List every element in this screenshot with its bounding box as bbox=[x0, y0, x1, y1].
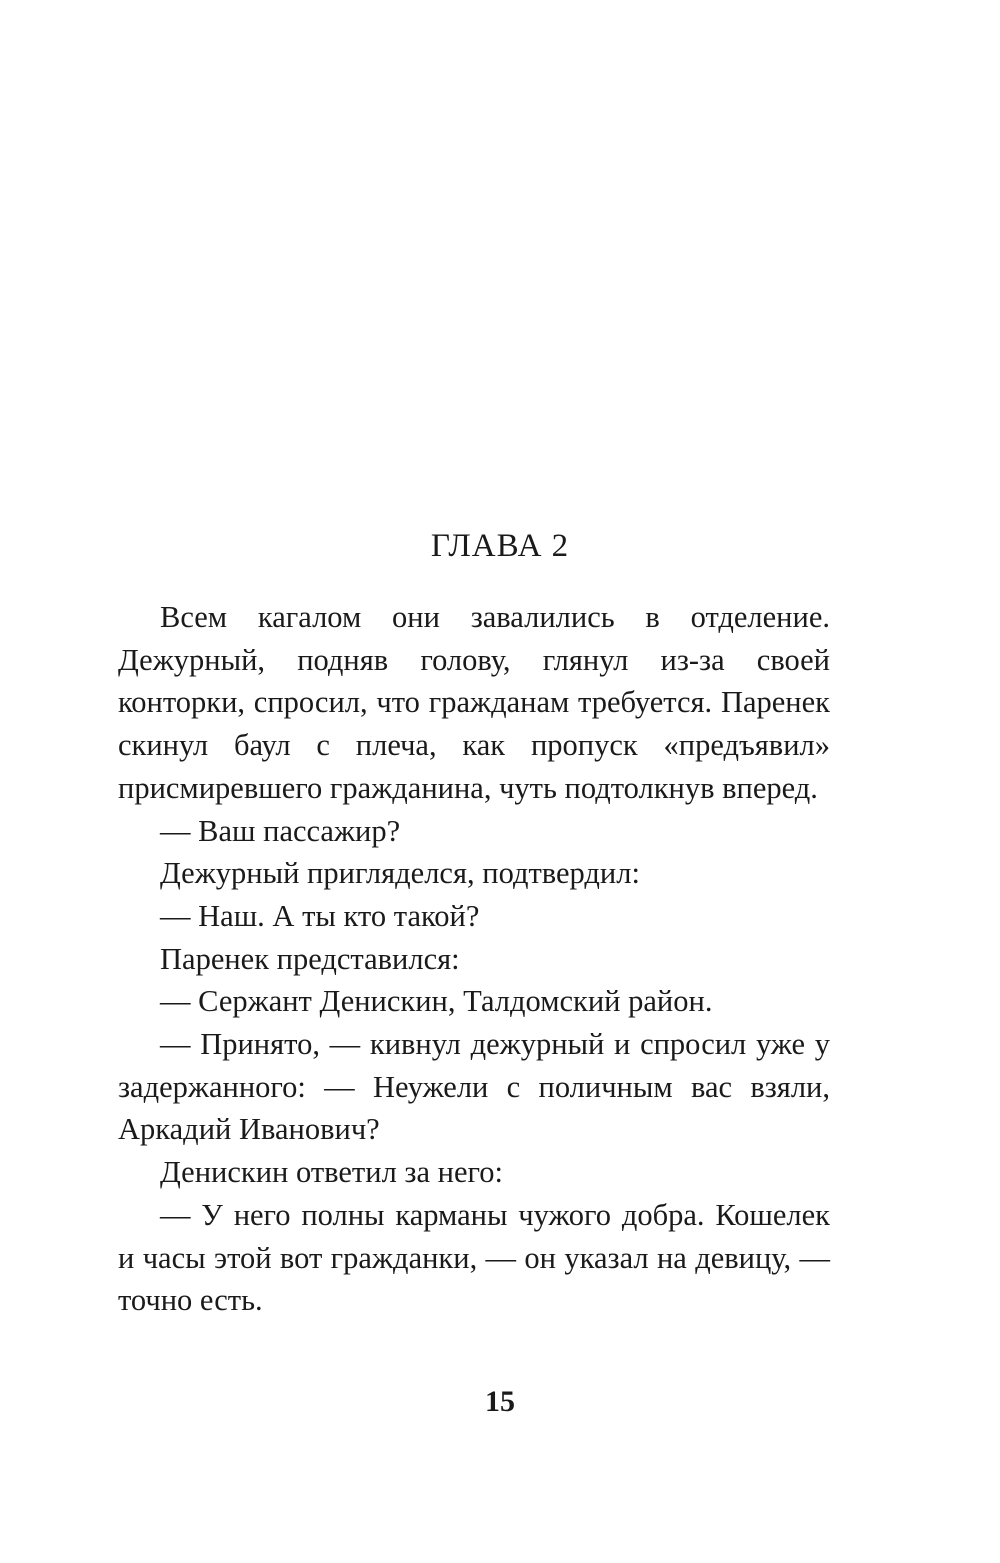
paragraph: Денискин ответил за него: bbox=[160, 1155, 503, 1190]
paragraph: — Принято, — кивнул дежурный и спросил уже у задержанного: — Неужели с поличным вас взяли, Аркадий Иванович? bbox=[118, 1027, 830, 1147]
chapter-text bbox=[118, 596, 830, 1322]
paragraph: — Сержант Денискин, Талдомский район. bbox=[160, 984, 713, 1019]
paragraph: Паренек представился: bbox=[160, 941, 460, 976]
paragraph: — Наш. А ты кто такой? bbox=[160, 898, 480, 933]
paragraph: Дежурный пригляделся, подтвердил: bbox=[160, 856, 640, 891]
page-number: 15 bbox=[485, 1385, 515, 1418]
paragraph: Всем кагалом они завалились в отделение. Дежурный, подняв голову, глянул из-за своей конторки, спросил, что гражданам требуется. Паренек скинул баул с плеча, как пропуск «предъявил» присмиревшего гражданина, чуть подтолкнув вперед. bbox=[118, 600, 830, 805]
paragraph: — Ваш пассажир? bbox=[160, 813, 401, 848]
chapter-title: ГЛАВА 2 bbox=[430, 528, 570, 564]
paragraph: — У него полны карманы чужого добра. Кошелек и часы этой вот гражданки, — он указал на девицу, — точно есть. bbox=[118, 1197, 830, 1318]
